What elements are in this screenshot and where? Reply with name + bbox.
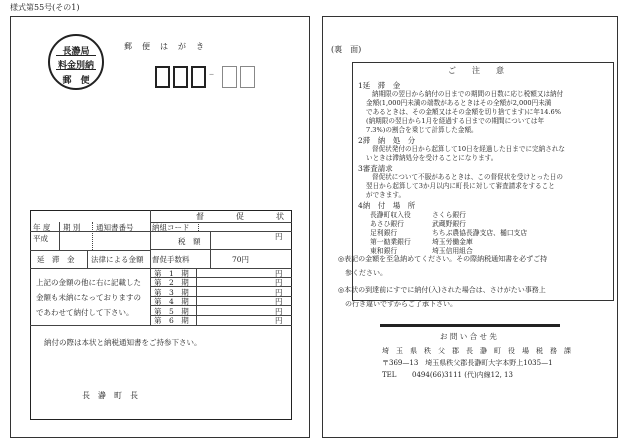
postal-hyphen: – (209, 69, 214, 80)
period-label: 第 3 期 (154, 288, 189, 297)
period-label: 第 5 期 (154, 307, 189, 316)
postal-code-box[interactable] (155, 66, 170, 88)
section-line: 7.3%)の割合を乗じて計算した金額。 (366, 126, 478, 134)
back-label: (裏 面) (331, 45, 362, 54)
section-heading: 3審査請求 (358, 164, 393, 173)
note-line: ◎本状の到達前にすでに納付(入)された場合は、さけがたい事務上 (338, 286, 546, 294)
section-line: 金額(1,000円未満の端数があるときはその全額が2,000円未満 (366, 99, 552, 107)
stamp-divider-bottom (56, 69, 96, 70)
place-branch: 埼玉信用組合 (432, 247, 473, 255)
message-line: 金額も未納になっておりますの (36, 293, 141, 302)
period-yen: 円 (275, 288, 283, 297)
notice-title: ご 注 意 (448, 66, 504, 75)
place-branch: さくら銀行 (432, 211, 466, 219)
period-yen: 円 (275, 269, 283, 278)
header-notice-no: 通知書番号 (96, 223, 134, 232)
col-divider (92, 222, 93, 250)
table-title: 督 促 状 (196, 212, 284, 221)
col-divider (150, 210, 151, 268)
message-line: 上記の金額の他に右に記載した (36, 278, 141, 287)
period-label: 第 1 期 (154, 269, 189, 278)
form-id: 様式第55号(その1) (10, 3, 80, 12)
place-branch: 埼玉労働金庫 (432, 238, 473, 246)
note-line: の行き違いですからご了承下さい。 (338, 300, 457, 308)
period-label: 第 4 期 (154, 297, 189, 306)
postal-code-box[interactable] (191, 66, 206, 88)
contact-office: 埼 玉 県 秩 父 郡 長 瀞 町 役 場 税 務 課 (382, 347, 571, 355)
postal-code-box[interactable] (222, 66, 237, 88)
period-yen: 円 (275, 316, 283, 325)
late-fee-label: 延 滞 金 (37, 255, 75, 264)
row-divider (30, 250, 150, 251)
section-heading: 1延 滞 金 (358, 81, 401, 90)
contact-rule (380, 324, 560, 327)
contact-tel: 0494(66)3111 (代)内線12, 13 (412, 371, 513, 379)
postal-code-box[interactable] (173, 66, 188, 88)
contact-address: 〒369—13 埼玉県秩父郡長瀞町大字本野上1035—1 (382, 359, 553, 367)
footer-note: 納付の際は本状と納税通知書をご持参下さい。 (44, 338, 202, 347)
row-divider (30, 325, 292, 326)
period-yen: 円 (275, 297, 283, 306)
postcard-label: 郵 便 は が き (124, 42, 205, 51)
section-line: 翌日から起算して3か月以内に町長に対して審査請求をすること (366, 182, 555, 190)
note-line: ◎表記の金額を至急納めてください。その際納税通知書を必ずご持 (338, 255, 548, 263)
section-line: であるときは、その金額又はその金額を切り捨てます)に年14.6% (366, 108, 561, 116)
period-label: 第 2 期 (154, 278, 189, 287)
tax-yen: 円 (275, 232, 283, 241)
place-branch: 武蔵野銀行 (432, 220, 466, 228)
stamp-postal: 郵 便 (62, 76, 90, 86)
contact-tel-label: TEL (382, 371, 397, 379)
section-heading: 4納 付 場 所 (358, 201, 416, 210)
section-line: 納期限の翌日から納付の日までの期間の日数に応じ税額又は納付 (372, 90, 564, 98)
section-line: (納期限の翌日から1月を経過する日までの期間については年 (366, 117, 545, 125)
contact-title: お 問 い 合 せ 先 (440, 332, 497, 341)
section-line: 督促状について不服があるときは、この督促状を受けとった日の (372, 173, 563, 181)
period-yen: 円 (275, 307, 283, 316)
legal-amount-label: 法律による金額 (91, 255, 144, 264)
section-line: ができます。 (366, 191, 406, 199)
header-payment-code: 納組コード (152, 223, 190, 232)
place-branch: ちちぶ農協長瀞支店、樋口支店 (432, 229, 528, 237)
place-name: 東和銀行 (370, 247, 398, 255)
fee-label: 督促手数料 (152, 255, 190, 264)
col-divider (87, 250, 88, 268)
place-name: 長瀞町収入役 (370, 211, 411, 219)
postage-stamp (48, 34, 104, 90)
section-heading: 2滞 納 処 分 (358, 136, 416, 145)
period-yen: 円 (275, 278, 283, 287)
postal-code-box[interactable] (240, 66, 255, 88)
header-year: 年 度 (33, 223, 51, 232)
stamp-type: 料金別納 (57, 61, 94, 71)
col-divider (59, 222, 60, 250)
stamp-divider-top (56, 55, 96, 56)
place-name: あさひ銀行 (370, 220, 404, 228)
fee-value: 70円 (232, 255, 250, 264)
header-period: 期 別 (63, 223, 81, 232)
section-line: いときは滞納処分を受けることになります。 (366, 154, 498, 162)
year-value: 平成 (33, 234, 48, 243)
row-divider (150, 286, 292, 287)
place-name: 足利銀行 (370, 229, 398, 237)
message-line: であわせて納付して下さい。 (36, 308, 134, 317)
place-name: 第一勧業銀行 (370, 238, 411, 246)
row-divider (150, 249, 292, 250)
signature: 長 瀞 町 長 (82, 391, 138, 400)
tax-label: 税 額 (178, 237, 201, 246)
stamp-office: 長瀞局 (62, 47, 90, 57)
note-line: 参ください。 (338, 269, 387, 277)
row-divider (150, 305, 292, 306)
section-line: 督促状発付の日から起算して10日を経過した日までに完納されな (372, 145, 566, 153)
period-label: 第 6 期 (154, 316, 189, 325)
col-divider (198, 222, 199, 231)
